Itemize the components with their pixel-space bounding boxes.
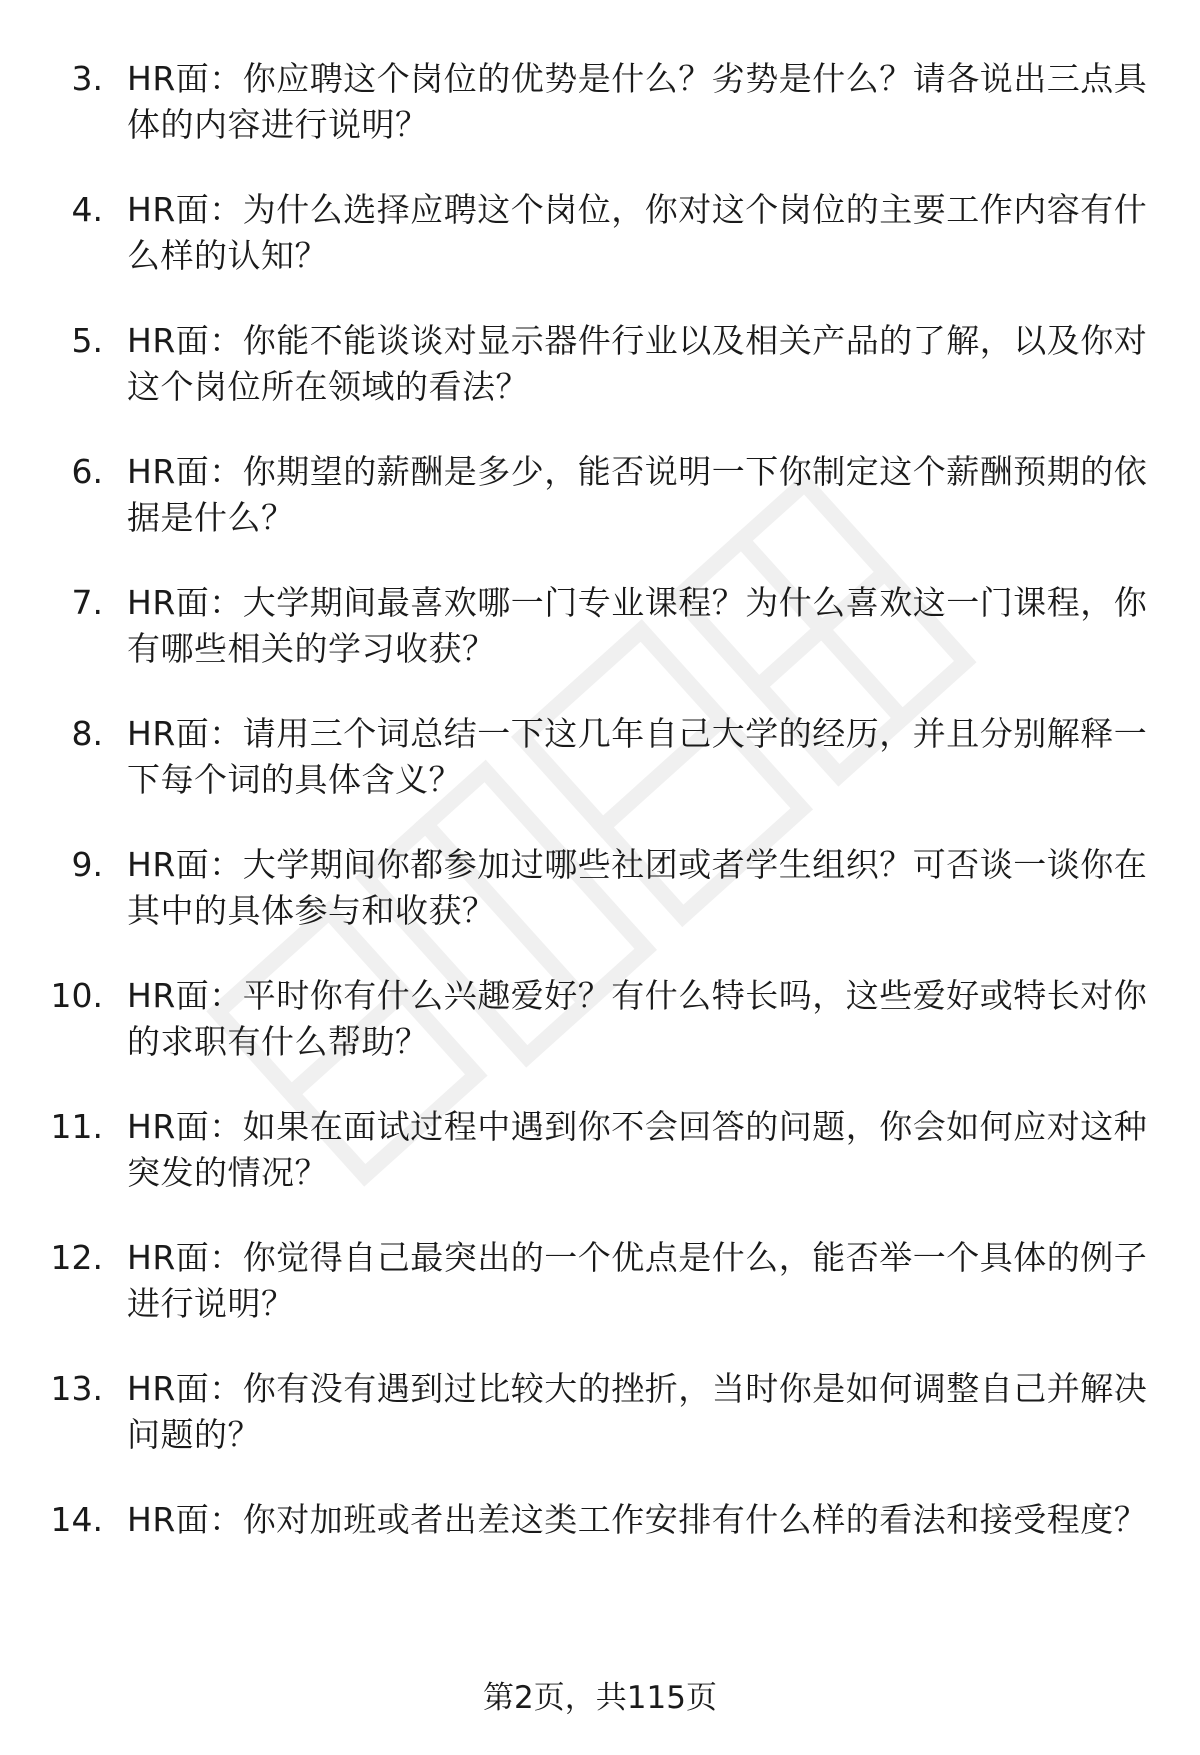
question-item [0,842,1200,973]
question-number: 4. [71,190,103,229]
question-text: HR面：为什么选择应聘这个岗位，你对这个岗位的主要工作内容有什么样的认知？ [127,190,1148,275]
question-number: 5. [71,321,103,360]
question-number: 11. [50,1107,103,1146]
question-item [0,711,1200,842]
question-text: HR面：大学期间最喜欢哪一门专业课程？为什么喜欢这一门课程，你有哪些相关的学习收获？ [127,583,1148,668]
question-item [0,56,1200,187]
question-text: HR面：你有没有遇到过比较大的挫折，当时你是如何调整自己并解决问题的？ [127,1369,1148,1454]
question-text: HR面：大学期间你都参加过哪些社团或者学生组织？可否谈一谈你在其中的具体参与和收获？ [127,845,1148,930]
question-item [0,318,1200,449]
question-item [0,580,1200,711]
question-item [0,1104,1200,1235]
question-item [0,1497,1200,1628]
question-text: HR面：请用三个词总结一下这几年自己大学的经历，并且分别解释一下每个词的具体含义？ [127,714,1148,799]
question-text: HR面：你对加班或者出差这类工作安排有什么样的看法和接受程度？ [127,1500,1148,1539]
question-item [0,973,1200,1104]
question-number: 10. [50,976,103,1015]
question-text: HR面：平时你有什么兴趣爱好？有什么特长吗，这些爱好或特长对你的求职有什么帮助？ [127,976,1148,1061]
question-text: HR面：你应聘这个岗位的优势是什么？劣势是什么？请各说出三点具体的内容进行说明？ [127,59,1148,144]
question-item [0,449,1200,580]
question-number: 12. [50,1238,103,1277]
question-number: 8. [71,714,103,753]
question-text: HR面：你期望的薪酬是多少，能否说明一下你制定这个薪酬预期的依据是什么？ [127,452,1148,537]
question-number: 7. [71,583,103,622]
question-number: 6. [71,452,103,491]
page-footer: 第2页，共115页 [483,1680,717,1716]
question-item [0,1366,1200,1497]
question-text: HR面：你能不能谈谈对显示器件行业以及相关产品的了解，以及你对这个岗位所在领域的看法？ [127,321,1148,406]
question-item [0,1235,1200,1366]
question-list [0,56,1200,1628]
question-item [0,187,1200,318]
question-text: HR面：如果在面试过程中遇到你不会回答的问题，你会如何应对这种突发的情况？ [127,1107,1148,1192]
question-text: HR面：你觉得自己最突出的一个优点是什么，能否举一个具体的例子进行说明？ [127,1238,1148,1323]
question-number: 9. [71,845,103,884]
question-number: 14. [50,1500,103,1539]
question-number: 13. [50,1369,103,1408]
question-number: 3. [71,59,103,98]
